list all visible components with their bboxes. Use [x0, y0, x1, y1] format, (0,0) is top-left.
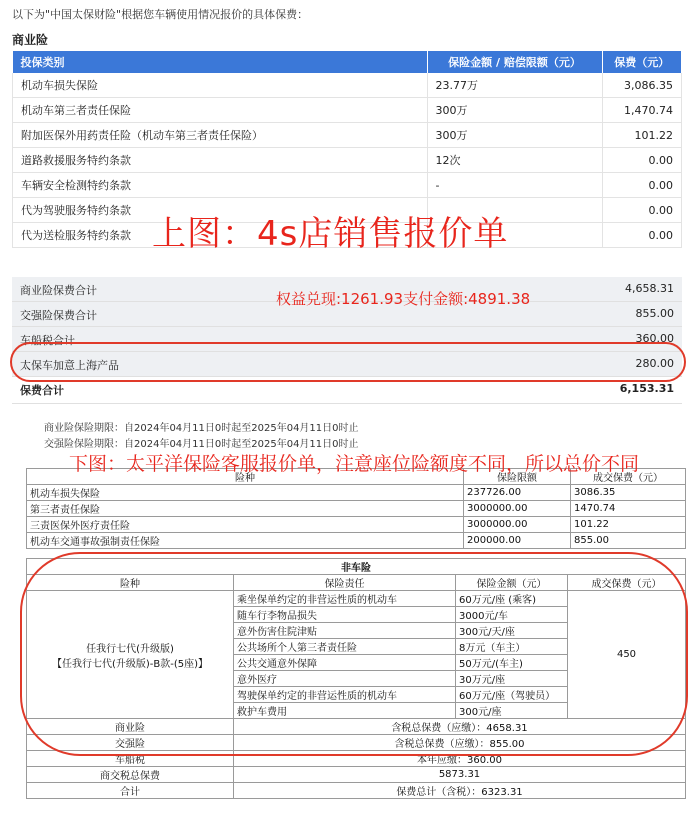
summary-value: 4,658.31	[625, 282, 674, 295]
cell-amount: 300万	[427, 123, 602, 148]
cell-liability: 乘坐保单约定的非营运性质的机动车	[234, 591, 456, 607]
summary-label: 交强险保费合计	[20, 309, 97, 322]
annotation-bottom-label: 下图：太平洋保险客服报价单，注意座位险额度不同，所以总价不同	[68, 453, 639, 475]
cell-type: 三责医保外医疗责任险	[27, 517, 464, 533]
product-sub: 【任我行七代(升级版)-B款-(5座)】	[51, 658, 209, 670]
cell-liability: 随车行李物品损失	[234, 607, 456, 623]
summary-label: 车船税合计	[20, 334, 75, 347]
cell-premium: 1,470.74	[602, 98, 682, 123]
total-value: 6,153.31	[619, 382, 674, 395]
totals-value: 5873.31	[234, 767, 686, 783]
totals-label: 商业险	[27, 719, 234, 735]
totals-value: 含税总保费（应缴）：4658.31	[234, 719, 686, 735]
cell-category: 代为驾驶服务特约条款	[13, 198, 428, 223]
table-row	[13, 98, 682, 123]
summary-value: 360.00	[635, 332, 674, 345]
cell-premium: 1470.74	[571, 501, 686, 517]
cell-liability: 公共交通意外保障	[234, 655, 456, 671]
table-row	[27, 767, 686, 783]
cell-liability: 意外医疗	[234, 671, 456, 687]
cell-limit: 3000000.00	[464, 501, 571, 517]
cell-amount: 60万元/座 (乘客)	[456, 591, 568, 607]
cell-category: 道路救援服务特约条款	[13, 148, 428, 173]
annotation-top-label: 上图：4s店销售报价单	[152, 214, 509, 254]
col-header-amount: 保险金额 / 赔偿限额（元）	[427, 51, 602, 73]
highlight-circle	[10, 342, 686, 382]
totals-value: 保费总计（含税）：6323.31	[234, 783, 686, 799]
col-header-limit: 保险限额	[464, 469, 571, 485]
cell-premium: 3086.35	[571, 485, 686, 501]
table-row	[27, 501, 686, 517]
table-header	[13, 51, 682, 73]
cell-liability: 驾驶保单约定的非营运性质的机动车	[234, 687, 456, 703]
cell-category: 机动车第三者责任保险	[13, 98, 428, 123]
product-name: 任我行七代(升级版)	[86, 643, 174, 655]
table-row	[27, 533, 686, 549]
non-vehicle-title: 非车险	[27, 559, 686, 575]
cell-category: 代为送检服务特约条款	[13, 223, 428, 248]
cell-amount: 60万元/座（驾驶员）	[456, 687, 568, 703]
cell-amount: 300万	[427, 98, 602, 123]
totals-label: 合计	[27, 783, 234, 799]
section-title: 商业险	[12, 33, 49, 47]
totals-value: 含税总保费（应缴）：855.00	[234, 735, 686, 751]
cell-amount: 12次	[427, 148, 602, 173]
cell-amount: 3000元/车	[456, 607, 568, 623]
annotation-rights-text: 权益兑现:1261.93支付金额:4891.38	[276, 290, 531, 308]
cell-premium: 0.00	[602, 148, 682, 173]
summary-value: 280.00	[635, 357, 674, 370]
cell-category: 附加医保外用药责任险（机动车第三者责任保险）	[13, 123, 428, 148]
cell-amount: 300元/天/座	[456, 623, 568, 639]
cell-amount: 50万元/(车主)	[456, 655, 568, 671]
cell-premium: 101.22	[602, 123, 682, 148]
col-header-type: 险种	[27, 575, 234, 591]
vehicle-insurance-table	[26, 468, 686, 549]
col-header-premium: 保费（元）	[602, 51, 682, 73]
cell-limit: 237726.00	[464, 485, 571, 501]
cell-limit: 200000.00	[464, 533, 571, 549]
table-row	[13, 148, 682, 173]
product-premium: 450	[568, 591, 686, 719]
cell-amount: 23.77万	[427, 73, 602, 98]
cell-type: 第三者责任保险	[27, 501, 464, 517]
col-header-type: 险种	[27, 469, 464, 485]
intro-text: 以下为"中国太保财险"根据您车辆使用情况报价的具体保费：	[12, 8, 309, 21]
highlight-circle	[20, 552, 688, 756]
cell-category: 机动车损失保险	[13, 73, 428, 98]
cell-premium: 0.00	[602, 223, 682, 248]
cell-premium: 3,086.35	[602, 73, 682, 98]
summary-value: 855.00	[635, 307, 674, 320]
table-row	[13, 123, 682, 148]
cell-premium: 0.00	[602, 198, 682, 223]
cell-limit: 3000000.00	[464, 517, 571, 533]
col-header-amount: 保险金额（元）	[456, 575, 568, 591]
cell-amount: 300元/座	[456, 703, 568, 719]
totals-label: 车船税	[27, 751, 234, 767]
cell-type: 机动车交通事故强制责任保险	[27, 533, 464, 549]
cell-amount: -	[427, 173, 602, 198]
cell-premium: 855.00	[571, 533, 686, 549]
col-header-premium: 成交保费（元）	[571, 469, 686, 485]
cell-type: 机动车损失保险	[27, 485, 464, 501]
cell-amount: 8万元（车主）	[456, 639, 568, 655]
cell-amount: 30万元/座	[456, 671, 568, 687]
cell-liability: 公共场所个人第三者责任险	[234, 639, 456, 655]
totals-value: 本年应缴：360.00	[234, 751, 686, 767]
table-row	[13, 73, 682, 98]
table-row	[27, 783, 686, 799]
col-header-premium: 成交保费（元）	[568, 575, 686, 591]
cell-liability: 意外伤害住院津贴	[234, 623, 456, 639]
cell-liability: 救护车费用	[234, 703, 456, 719]
table-row	[13, 173, 682, 198]
table-row	[27, 485, 686, 501]
commercial-period: 商业险保险期限：自2024年04月11日0时起至2025年04月11日0时止	[44, 423, 359, 434]
totals-label: 交强险	[27, 735, 234, 751]
summary-label: 商业险保费合计	[20, 284, 97, 297]
cell-premium: 0.00	[602, 173, 682, 198]
total-label: 保费合计	[20, 384, 64, 397]
dealer-quote-panel	[0, 0, 700, 408]
summary-label: 太保车加意上海产品	[20, 359, 119, 372]
table-row	[27, 517, 686, 533]
cell-premium: 101.22	[571, 517, 686, 533]
cell-category: 车辆安全检测特约条款	[13, 173, 428, 198]
col-header-liability: 保险责任	[234, 575, 456, 591]
totals-label: 商交税总保费	[27, 767, 234, 783]
col-header-category: 投保类别	[13, 51, 428, 73]
compulsory-period: 交强险保险期限：自2024年04月11日0时起至2025年04月11日0时止	[44, 439, 359, 450]
